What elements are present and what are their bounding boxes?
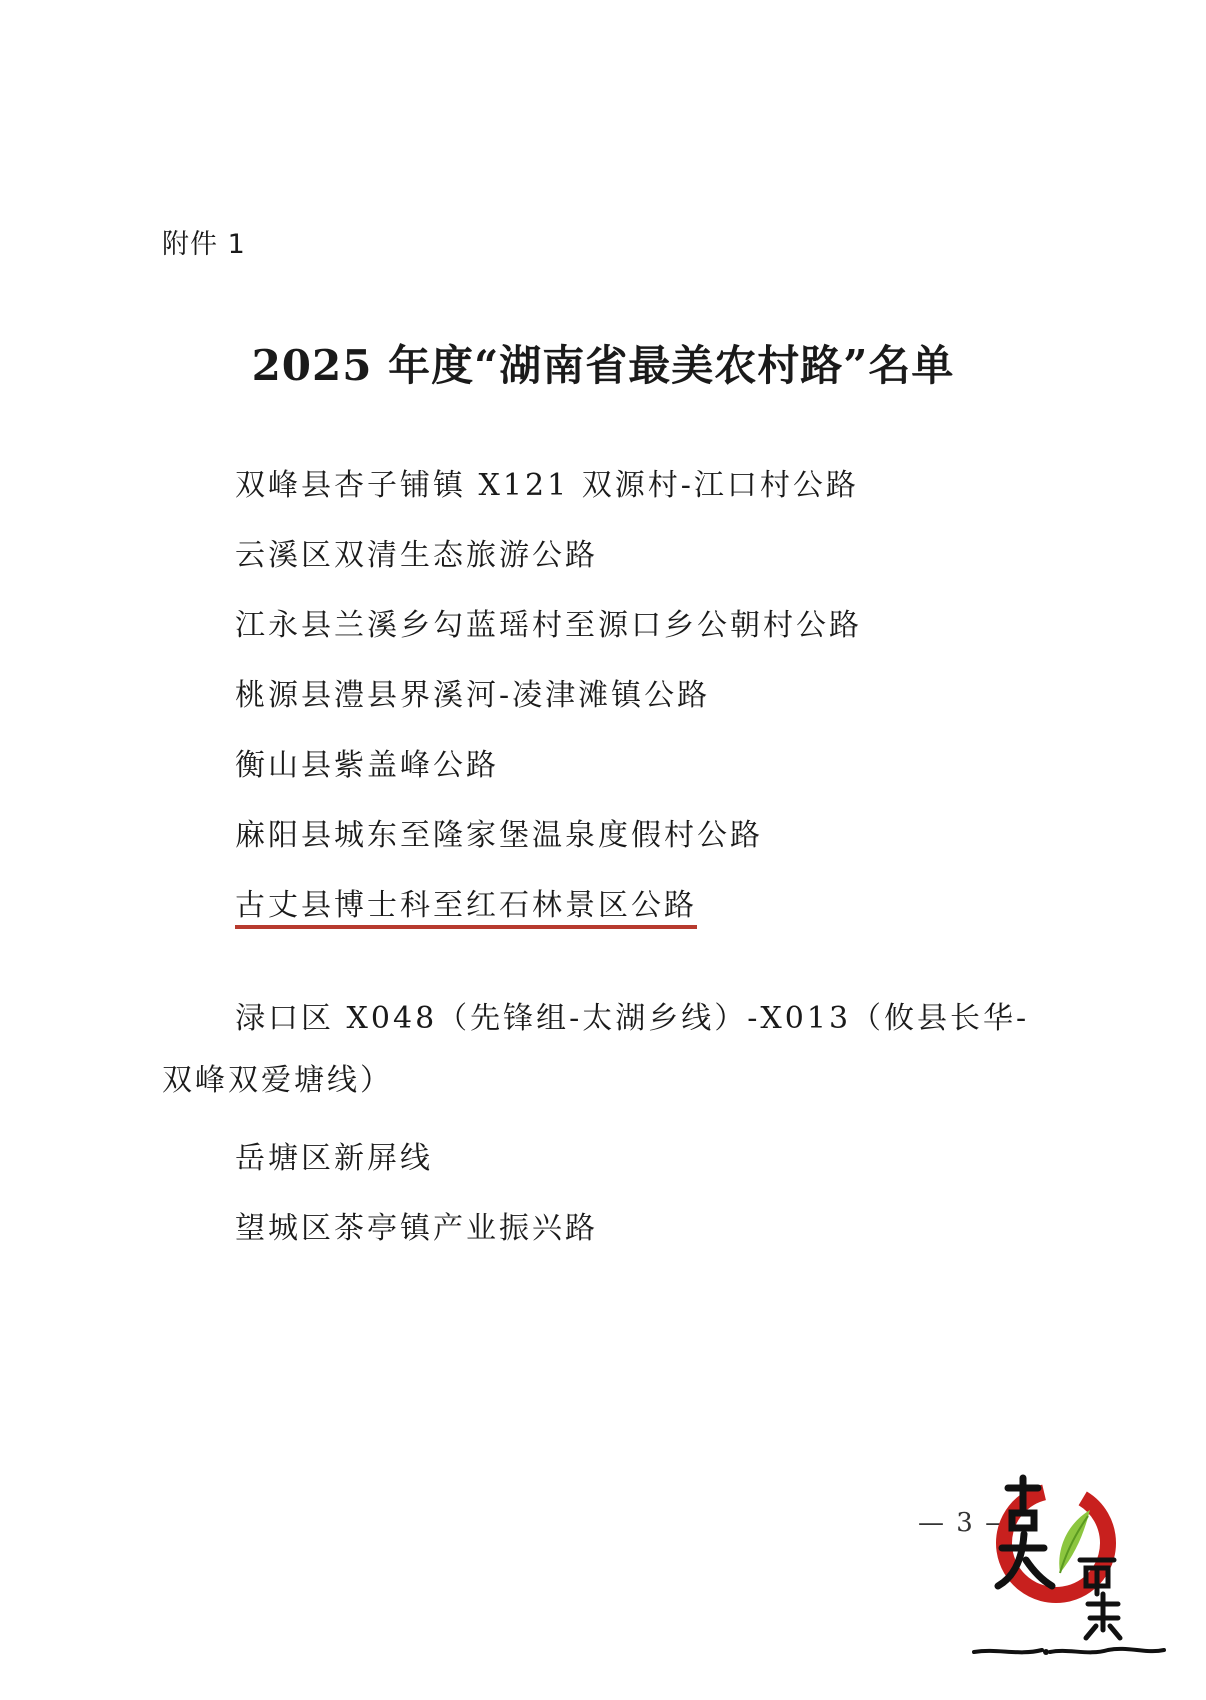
road-name: 江永县兰溪乡勾蓝瑶村至源口乡公朝村公路	[235, 608, 862, 643]
road-name: 岳塘区新屏线	[235, 1141, 433, 1176]
road-name: 桃源县澧县界溪河-凌津滩镇公路	[235, 678, 711, 713]
list-item	[162, 735, 1042, 797]
attachment-label: 附件 1	[162, 229, 246, 260]
road-name: 双峰县杏子铺镇 X121 双源村-江口村公路	[235, 468, 859, 503]
list-item	[162, 665, 1042, 727]
road-name: 古丈县博士科至红石林景区公路	[235, 888, 697, 923]
road-name: 云溪区双清生态旅游公路	[235, 538, 598, 573]
road-name: 衡山县紫盖峰公路	[235, 748, 499, 783]
list-item	[162, 525, 1042, 587]
list-item	[162, 455, 1042, 517]
list-item-highlighted	[162, 875, 1042, 937]
document-title: 2025 年度“湖南省最美农村路”名单	[251, 341, 955, 390]
list-item	[162, 805, 1042, 867]
page-number: — 3 —	[918, 1508, 1014, 1538]
road-name: 渌口区 X048（先锋组-太湖乡线）-X013（攸县长华-双峰双爱塘线）	[162, 1001, 1030, 1098]
list-item	[162, 1128, 1042, 1190]
list-item	[162, 595, 1042, 657]
road-name: 麻阳县城东至隆家堡温泉度假村公路	[235, 818, 763, 853]
road-name: 望城区茶亭镇产业振兴路	[235, 1211, 598, 1246]
list-item	[162, 988, 1042, 1112]
list-item	[162, 1198, 1042, 1260]
media-logo-icon	[968, 1468, 1168, 1668]
